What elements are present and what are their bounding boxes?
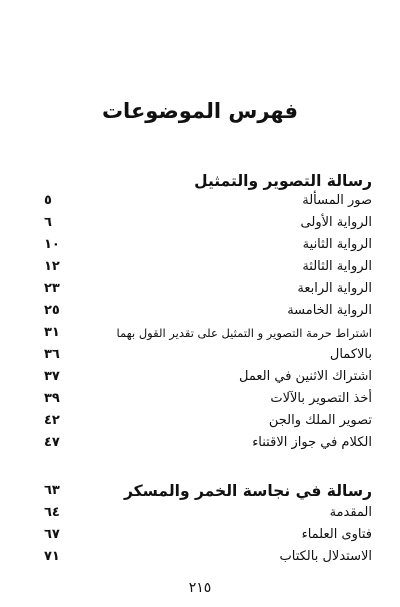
toc-entry-title: الاستدلال بالكتاب — [279, 549, 372, 564]
toc-entry-title: الرواية الأولى — [300, 215, 372, 230]
toc-entry-page: ٤٧ — [44, 435, 60, 450]
section-heading-depiction: رسالة التصوير والتمثيل — [194, 172, 372, 190]
toc-entry — [0, 278, 400, 300]
toc-entry — [0, 410, 400, 432]
toc-entry-page: ٢٥ — [44, 303, 60, 318]
toc-entry-page: ١٢ — [44, 259, 60, 274]
page-number: ٢١٥ — [188, 580, 212, 596]
toc-entry-title: الرواية الثالثة — [302, 259, 372, 274]
toc-entry-page: ٦٤ — [44, 505, 60, 520]
toc-entry-title: الرواية الثانية — [302, 237, 372, 252]
section-page-number: ٦٣ — [44, 483, 60, 498]
toc-entry — [0, 212, 400, 234]
section-heading-wine-impurity: رسالة في نجاسة الخمر والمسكر — [124, 482, 372, 500]
toc-entry-page: ٢٣ — [44, 281, 60, 296]
toc-entry — [0, 388, 400, 410]
toc-entry — [0, 300, 400, 322]
toc-entry-page: ٣١ — [44, 325, 60, 340]
toc-entry-page: ٥ — [44, 193, 52, 208]
toc-entry-title: الكلام في جواز الاقتناء — [252, 435, 372, 450]
toc-entry-page: ٣٩ — [44, 391, 60, 406]
toc-entry — [0, 322, 400, 344]
toc-entry — [0, 366, 400, 388]
toc-entry-page: ٣٧ — [44, 369, 60, 384]
toc-entry-page: ٦ — [44, 215, 52, 230]
toc-entry-title: اشتراط حرمة التصوير و التمثيل على تقدير القول بهما — [116, 326, 372, 340]
toc-entry-title: فتاوى العلماء — [301, 527, 372, 542]
toc-entry — [0, 432, 400, 454]
toc-entry-page: ٦٧ — [44, 527, 60, 542]
toc-entry-title: الرواية الخامسة — [287, 303, 372, 318]
toc-entry-page: ٧١ — [44, 549, 60, 564]
toc-entry-title: صور المسألة — [302, 193, 372, 208]
toc-entry — [0, 524, 400, 546]
toc-entry — [0, 344, 400, 366]
toc-entry-title: اشتراك الاثنين في العمل — [239, 369, 372, 384]
toc-entry — [0, 234, 400, 256]
toc-entry — [0, 190, 400, 212]
toc-entry-page: ٤٢ — [44, 413, 60, 428]
toc-entry-title: الرواية الرابعة — [297, 281, 372, 296]
toc-entry — [0, 546, 400, 568]
toc-entry-title: بالاكمال — [329, 347, 372, 362]
toc-entry-page: ٣٦ — [44, 347, 60, 362]
toc-entry-title: تصوير الملك والجن — [268, 413, 372, 428]
toc-title: فهرس الموضوعات — [101, 99, 299, 123]
toc-entry-title: أخذ التصوير بالآلات — [270, 391, 372, 406]
toc-entry-title: المقدمة — [329, 505, 372, 520]
toc-entry — [0, 502, 400, 524]
toc-entry — [0, 256, 400, 278]
toc-entry-page: ١٠ — [44, 237, 60, 252]
